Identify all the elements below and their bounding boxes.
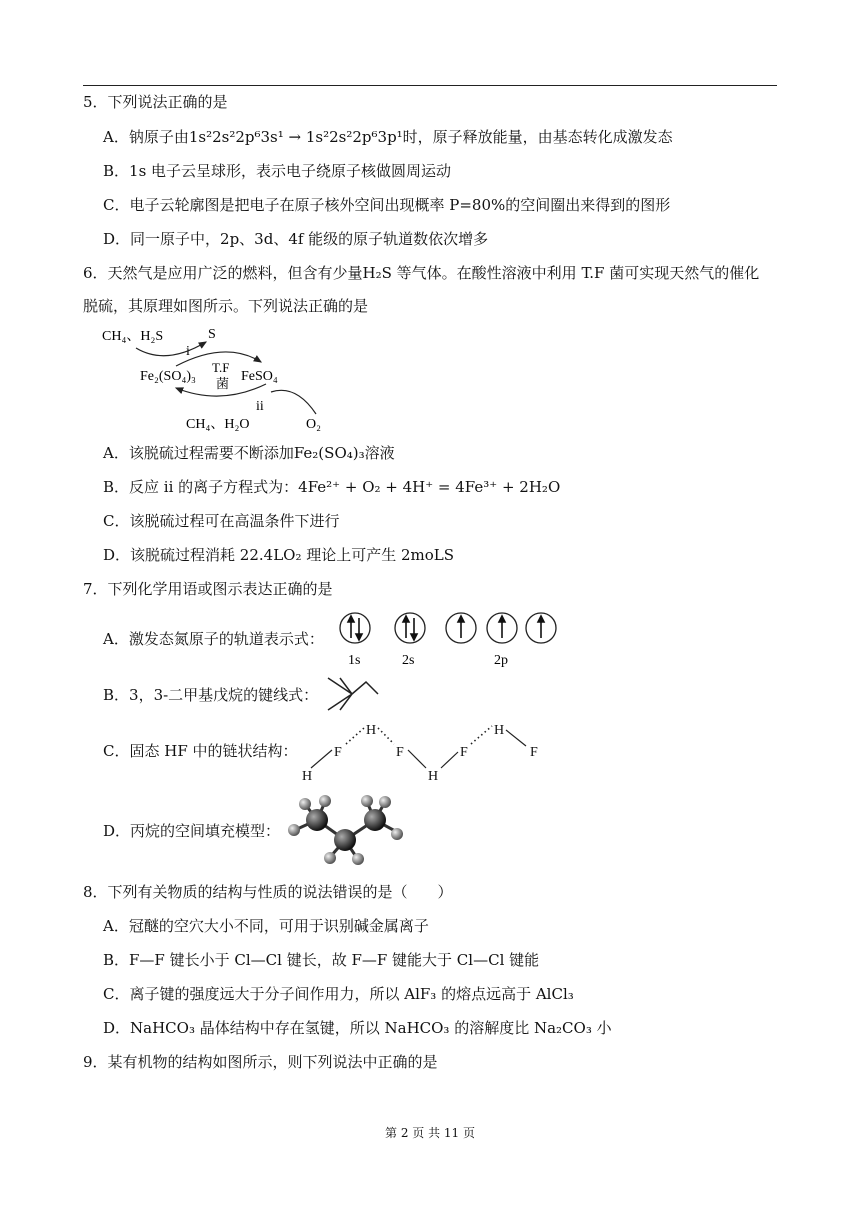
q8-option-b: B．F—F 键长小于 Cl—Cl 键长，故 F—F 键能大于 Cl—Cl 键能 xyxy=(103,951,540,969)
hf-atom: F xyxy=(396,745,404,760)
diagram-left: Fe₂(SO₄)₃ xyxy=(140,369,196,384)
arrow-o2-in xyxy=(271,390,316,414)
hf-atom: H xyxy=(494,723,505,738)
hf-atom: F xyxy=(334,745,342,760)
orbital-label-2s: 2s xyxy=(402,653,415,668)
arrow-h2s-to-s xyxy=(136,342,206,356)
q6-option-c: C．该脱硫过程可在高温条件下进行 xyxy=(103,512,340,530)
hf-atom: H xyxy=(302,769,313,784)
hf-atom: F xyxy=(460,745,468,760)
q7-option-c: C．固态 HF 中的链状结构： xyxy=(103,742,298,760)
q8-stem: 8．下列有关物质的结构与性质的说法错误的是（ ） xyxy=(83,883,453,901)
diagram-right: FeSO₄ xyxy=(241,369,278,384)
orbital-label-1s: 1s xyxy=(348,653,361,668)
q6-stem-line1: 6．天然气是应用广泛的燃料，但含有少量H₂S 等气体。在酸性溶液中利用 T.F 菌可实现天然气的催化 xyxy=(83,264,760,282)
q7-stem: 7．下列化学用语或图示表达正确的是 xyxy=(83,580,333,598)
diagram-step-1: i xyxy=(186,344,190,359)
diagram-center-2: 菌 xyxy=(216,376,230,391)
q5-option-c: C．电子云轮廓图是把电子在原子核外空间出现概率 P=80%的空间圈出来得到的图形 xyxy=(103,196,671,214)
diagram-top-right: S xyxy=(208,327,216,342)
hf-chain-structure xyxy=(296,714,546,786)
q8-option-d: D．NaHCO₃ 晶体结构中存在氢键，所以 NaHCO₃ 的溶解度比 Na₂CO₃ 小 xyxy=(103,1019,612,1037)
diagram-top-left: CH₄、H₂S xyxy=(102,329,164,344)
q7-option-d: D．丙烷的空间填充模型： xyxy=(103,822,281,840)
skeletal-formula xyxy=(326,674,382,714)
q5-stem: 5．下列说法正确的是 xyxy=(83,93,228,111)
diagram-bottom-right: O₂ xyxy=(306,417,321,432)
hf-atom: H xyxy=(366,723,377,738)
hf-atom: H xyxy=(428,769,439,784)
q5-option-d: D．同一原子中，2p、3d、4f 能级的原子轨道数依次增多 xyxy=(103,230,489,248)
q5-option-a: A．钠原子由1s²2s²2p⁶3s¹ → 1s²2s²2p⁶3p¹时，原子释放能量，由基态转化成激发态 xyxy=(103,128,673,146)
q6-option-a: A．该脱硫过程需要不断添加Fe₂(SO₄)₃溶液 xyxy=(103,444,395,462)
orbital-label-2p: 2p xyxy=(494,653,508,668)
header-rule xyxy=(83,85,777,86)
nitrogen-orbital-diagram xyxy=(334,610,564,670)
hf-atom: F xyxy=(530,745,538,760)
q8-option-a: A．冠醚的空穴大小不同，可用于识别碱金属离子 xyxy=(103,917,429,935)
q5-option-b: B．1s 电子云呈球形，表示电子绕原子核做圆周运动 xyxy=(103,162,452,180)
q6-option-b: B．反应 ii 的离子方程式为：4Fe²⁺ + O₂ + 4H⁺ = 4Fe³⁺ + 2H₂O xyxy=(103,478,561,496)
q8-option-c: C．离子键的强度远大于分子间作用力，所以 AlF₃ 的熔点远高于 AlCl₃ xyxy=(103,985,574,1003)
q7-option-a: A．激发态氮原子的轨道表示式： xyxy=(103,630,324,648)
diagram-bottom-left: CH₄、H₂O xyxy=(186,417,250,432)
q9-stem: 9．某有机物的结构如图所示，则下列说法中正确的是 xyxy=(83,1053,438,1071)
q7-option-b: B．3，3-二甲基戊烷的键线式： xyxy=(103,686,319,704)
q6-stem-line2: 脱硫，其原理如图所示。下列说法正确的是 xyxy=(83,297,369,315)
propane-space-filling-model xyxy=(285,792,410,868)
q6-option-d: D．该脱硫过程消耗 22.4LO₂ 理论上可产生 2moLS xyxy=(103,546,455,564)
page-footer: 第 2 页 共 11 页 xyxy=(385,1126,475,1140)
diagram-step-2: ii xyxy=(256,399,264,414)
diagram-center-1: T.F xyxy=(212,360,230,375)
desulfurization-cycle-diagram xyxy=(96,322,346,434)
